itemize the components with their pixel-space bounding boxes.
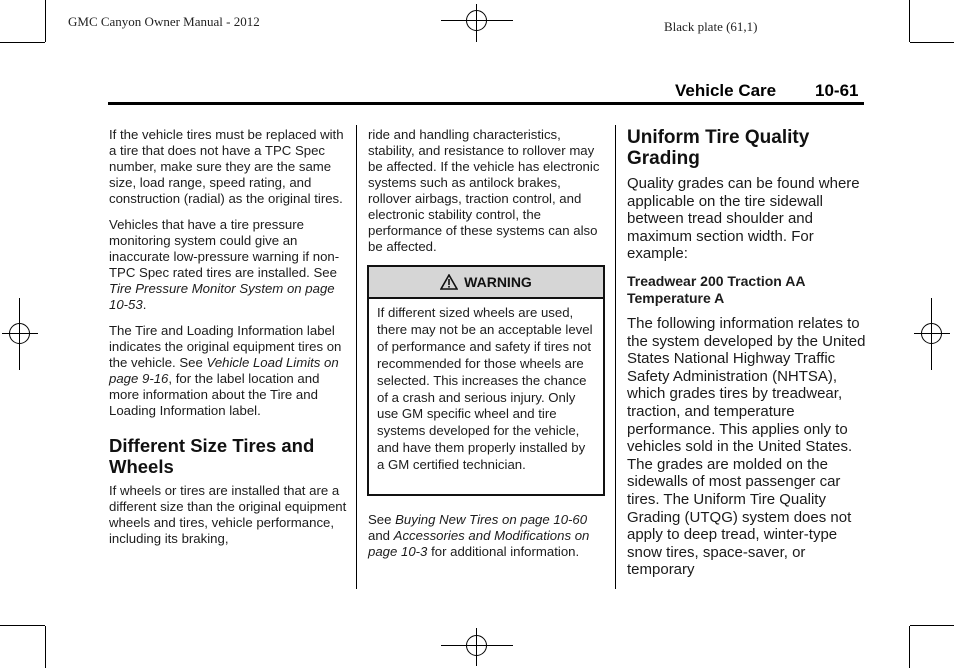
crop-mark	[909, 0, 910, 42]
warning-header	[369, 267, 603, 299]
crop-mark	[0, 625, 45, 626]
crop-mark	[45, 0, 46, 42]
paragraph: The Tire and Loading Information label indicates the original equipment tires on the vehicle. See Vehicle Load Limits on page 9-16, for the label location and more information about the Tire and Loading Information label.	[109, 323, 342, 418]
section-title: Vehicle Care	[675, 81, 777, 100]
warning-label: WARNING	[464, 274, 532, 290]
paragraph: If wheels or tires are installed that are a different size than the original equipment wheels and tires, vehicle performance, including its braking,	[109, 483, 347, 546]
crop-mark	[909, 626, 910, 668]
warning-text: If different sized wheels are used, there may not be an acceptable level of performance and safety if tires not recommended for those wheels are selected. This increases the chance of a crash and serious injury. Only use GM specific wheel and tire systems developed for the vehicle, and have them properly installed by a GM certified technician.	[377, 305, 593, 473]
section-heading: Different Size Tires and Wheels	[109, 435, 315, 477]
crop-mark	[910, 625, 954, 626]
crop-mark	[0, 42, 45, 43]
paragraph: If the vehicle tires must be replaced with a tire that does not have a TPC Spec number, make sure they are the same size, load range, speed rating, and construction (radial) as the original tires.	[109, 127, 344, 206]
column-left	[109, 127, 347, 557]
column-middle	[368, 127, 604, 265]
column-divider	[615, 125, 616, 589]
subheading: Treadwear 200 Traction AA Temperature A	[627, 272, 805, 306]
paragraph: Quality grades can be found where applicable on the tire sidewall between tread shoulder and maximum section width. For example:	[627, 175, 860, 263]
header-rule	[108, 102, 864, 105]
plate-label: Black plate (61,1)	[664, 19, 758, 34]
warning-icon	[440, 274, 458, 290]
paragraph: ride and handling characteristics, stability, and resistance to rollover may be affected. If the vehicle has electronic systems such as antilock brakes, rollover airbags, traction control, and electronic stability control, the performance of these systems can also be affected.	[368, 127, 600, 254]
crop-mark	[910, 42, 954, 43]
page-number: 10-61	[815, 81, 859, 100]
column-divider	[356, 125, 357, 589]
warning-box	[367, 265, 605, 496]
cross-reference[interactable]: Vehicle Load Limits on page 9-16	[109, 355, 339, 386]
crop-mark	[45, 626, 46, 668]
cross-reference[interactable]: Tire Pressure Monitor System on page 10-53	[109, 281, 335, 312]
paragraph: Vehicles that have a tire pressure monitoring system could give an inaccurate low-pressure warning if non-TPC Spec rated tires are installed. See Tire Pressure Monitor System on page 10-53.	[109, 217, 340, 312]
section-heading: Uniform Tire Quality Grading	[627, 127, 810, 169]
column-right	[627, 127, 867, 589]
cross-reference[interactable]: Accessories and Modifications on page 10-3	[368, 528, 590, 559]
cross-reference[interactable]: Buying New Tires on page 10-60	[395, 512, 588, 527]
paragraph: The following information relates to the system developed by the United States National Highway Traffic Safety Administration (NHTSA), which grades tires by treadwear, traction, and temperature performance. This applies only to vehicles sold in the United States. The grades are molded on the sidewalls of most passenger car tires. The Uniform Tire Quality Grading (UTQG) system does not apply to deep tread, winter-type snow tires, space-saver, or temporary	[627, 314, 866, 579]
see-also	[368, 512, 604, 570]
paragraph: See Buying New Tires on page 10-60 and Accessories and Modifications on page 10-3 for additional information.	[368, 512, 590, 559]
document-title: GMC Canyon Owner Manual - 2012	[68, 14, 260, 29]
